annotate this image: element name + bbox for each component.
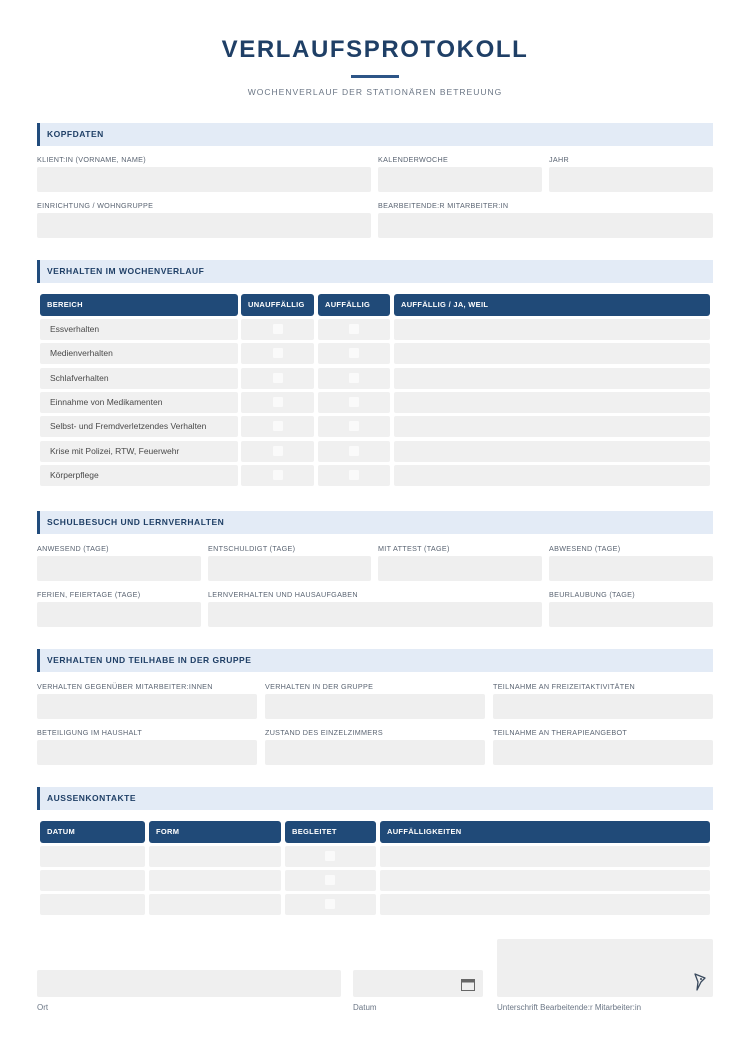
label-ferien: FERIEN, FEIERTAGE (TAGE) (37, 590, 141, 599)
kontakt-auffaelligkeiten-field[interactable] (380, 870, 710, 891)
column-header-datum: DATUM (40, 821, 145, 843)
auffaellig-checkbox[interactable] (349, 421, 359, 431)
table-cell-unauffaellig (241, 416, 314, 437)
auffaellig-checkbox[interactable] (349, 324, 359, 334)
table-cell-auffaellig (318, 441, 390, 462)
label-haushalt: BETEILIGUNG IM HAUSHALT (37, 728, 143, 737)
zimmer-field[interactable] (265, 740, 485, 765)
lernverhalten-field[interactable] (208, 602, 542, 627)
begleitet-checkbox[interactable] (325, 875, 335, 885)
label-klient: KLIENT:IN (VORNAME, NAME) (37, 155, 146, 164)
section-heading-gruppe: VERHALTEN UND TEILHABE IN DER GRUPPE (37, 649, 713, 672)
kontakt-datum-field[interactable] (40, 846, 145, 867)
kontakt-auffaelligkeiten-field[interactable] (380, 894, 710, 915)
calendar-icon[interactable] (461, 978, 475, 990)
section-heading-schule: SCHULBESUCH UND LERNVERHALTEN (37, 511, 713, 534)
label-datum: Datum (353, 1003, 377, 1012)
entschuldigt-field[interactable] (208, 556, 371, 581)
unauffaellig-checkbox[interactable] (273, 470, 283, 480)
mitarbeiter-field[interactable] (378, 213, 713, 238)
label-zimmer: ZUSTAND DES EINZELZIMMERS (265, 728, 383, 737)
table-cell-unauffaellig (241, 368, 314, 389)
kontakt-form-field[interactable] (149, 870, 281, 891)
table-cell-unauffaellig (241, 441, 314, 462)
table-cell-unauffaellig (241, 465, 314, 486)
begruendung-field[interactable] (394, 343, 710, 364)
table-cell-auffaellig (318, 368, 390, 389)
abwesend-field[interactable] (549, 556, 713, 581)
begruendung-field[interactable] (394, 392, 710, 413)
label-mitarbeiter: BEARBEITENDE:R MITARBEITER:IN (378, 201, 509, 210)
kontakt-datum-field[interactable] (40, 894, 145, 915)
auffaellig-checkbox[interactable] (349, 446, 359, 456)
begruendung-field[interactable] (394, 441, 710, 462)
jahr-field[interactable] (549, 167, 713, 192)
table-row-bereich: Selbst- und Fremdverletzendes Verhalten (40, 416, 238, 437)
verhalten-mitarbeiter-field[interactable] (37, 694, 257, 719)
haushalt-field[interactable] (37, 740, 257, 765)
kontakt-auffaelligkeiten-field[interactable] (380, 846, 710, 867)
auffaellig-checkbox[interactable] (349, 470, 359, 480)
table-row-bereich: Medienverhalten (40, 343, 238, 364)
column-header-begleitet: BEGLEITET (285, 821, 376, 843)
unauffaellig-checkbox[interactable] (273, 397, 283, 407)
page-title: VERLAUFSPROTOKOLL (221, 36, 529, 63)
kontakt-form-field[interactable] (149, 894, 281, 915)
title-divider (351, 75, 399, 78)
einrichtung-field[interactable] (37, 213, 371, 238)
unauffaellig-checkbox[interactable] (273, 348, 283, 358)
auffaellig-checkbox[interactable] (349, 397, 359, 407)
label-verhalten-gruppe: VERHALTEN IN DER GRUPPE (265, 682, 374, 691)
kalenderwoche-field[interactable] (378, 167, 542, 192)
column-header-auffaellig: AUFFÄLLIG (318, 294, 390, 316)
label-kalenderwoche: KALENDERWOCHE (378, 155, 449, 164)
table-cell-auffaellig (318, 392, 390, 413)
kontakt-begleitet-cell (285, 870, 376, 891)
label-entschuldigt: ENTSCHULDIGT (TAGE) (208, 544, 296, 553)
attest-field[interactable] (378, 556, 542, 581)
column-header-auffaelligkeiten: AUFFÄLLIGKEITEN (380, 821, 710, 843)
column-header-bereich: BEREICH (40, 294, 238, 316)
kontakt-form-field[interactable] (149, 846, 281, 867)
section-heading-verhalten: VERHALTEN IM WOCHENVERLAUF (37, 260, 713, 283)
kontakt-datum-field[interactable] (40, 870, 145, 891)
section-heading-aussenkontakte: AUSSENKONTAKTE (37, 787, 713, 810)
unauffaellig-checkbox[interactable] (273, 373, 283, 383)
ferien-field[interactable] (37, 602, 201, 627)
label-ort: Ort (37, 1003, 49, 1012)
unterschrift-field[interactable] (497, 939, 713, 997)
freizeit-field[interactable] (493, 694, 713, 719)
table-cell-auffaellig (318, 343, 390, 364)
auffaellig-checkbox[interactable] (349, 348, 359, 358)
begruendung-field[interactable] (394, 416, 710, 437)
begleitet-checkbox[interactable] (325, 899, 335, 909)
page-subtitle: WOCHENVERLAUF DER STATIONÄREN BETREUUNG (247, 87, 503, 97)
datum-field[interactable] (353, 970, 483, 997)
unauffaellig-checkbox[interactable] (273, 421, 283, 431)
column-header-begruendung: AUFFÄLLIG / JA, WEIL (394, 294, 710, 316)
verhalten-gruppe-field[interactable] (265, 694, 485, 719)
begruendung-field[interactable] (394, 465, 710, 486)
anwesend-field[interactable] (37, 556, 201, 581)
therapie-field[interactable] (493, 740, 713, 765)
unauffaellig-checkbox[interactable] (273, 446, 283, 456)
klient-field[interactable] (37, 167, 371, 192)
table-cell-unauffaellig (241, 319, 314, 340)
label-unterschrift: Unterschrift Bearbeitende:r Mitarbeiter:in (497, 1003, 642, 1012)
column-header-unauffaellig: UNAUFFÄLLIG (241, 294, 314, 316)
label-verhalten-mitarbeiter: VERHALTEN GEGENÜBER MITARBEITER:INNEN (37, 682, 213, 691)
table-row-bereich: Krise mit Polizei, RTW, Feuerwehr (40, 441, 238, 462)
table-cell-unauffaellig (241, 343, 314, 364)
table-cell-auffaellig (318, 465, 390, 486)
label-freizeit: TEILNAHME AN FREIZEITAKTIVITÄTEN (493, 682, 636, 691)
table-cell-auffaellig (318, 416, 390, 437)
table-cell-unauffaellig (241, 392, 314, 413)
section-heading-kopfdaten: KOPFDATEN (37, 123, 713, 146)
pen-nib-icon (693, 973, 707, 991)
table-row-bereich: Schlafverhalten (40, 368, 238, 389)
table-row-bereich: Körperpflege (40, 465, 238, 486)
kontakt-begleitet-cell (285, 894, 376, 915)
kontakt-begleitet-cell (285, 846, 376, 867)
begleitet-checkbox[interactable] (325, 851, 335, 861)
unauffaellig-checkbox[interactable] (273, 324, 283, 334)
label-einrichtung: EINRICHTUNG / WOHNGRUPPE (37, 201, 154, 210)
label-therapie: TEILNAHME AN THERAPIEANGEBOT (493, 728, 628, 737)
label-anwesend: ANWESEND (TAGE) (37, 544, 109, 553)
beurlaubung-field[interactable] (549, 602, 713, 627)
label-lernverhalten: LERNVERHALTEN UND HAUSAUFGABEN (208, 590, 358, 599)
label-attest: MIT ATTEST (TAGE) (378, 544, 450, 553)
label-abwesend: ABWESEND (TAGE) (549, 544, 621, 553)
table-row-bereich: Essverhalten (40, 319, 238, 340)
auffaellig-checkbox[interactable] (349, 373, 359, 383)
table-cell-auffaellig (318, 319, 390, 340)
column-header-form: FORM (149, 821, 281, 843)
ort-field[interactable] (37, 970, 341, 997)
begruendung-field[interactable] (394, 368, 710, 389)
table-row-bereich: Einnahme von Medikamenten (40, 392, 238, 413)
label-jahr: JAHR (549, 155, 569, 164)
label-beurlaubung: BEURLAUBUNG (TAGE) (549, 590, 635, 599)
begruendung-field[interactable] (394, 319, 710, 340)
